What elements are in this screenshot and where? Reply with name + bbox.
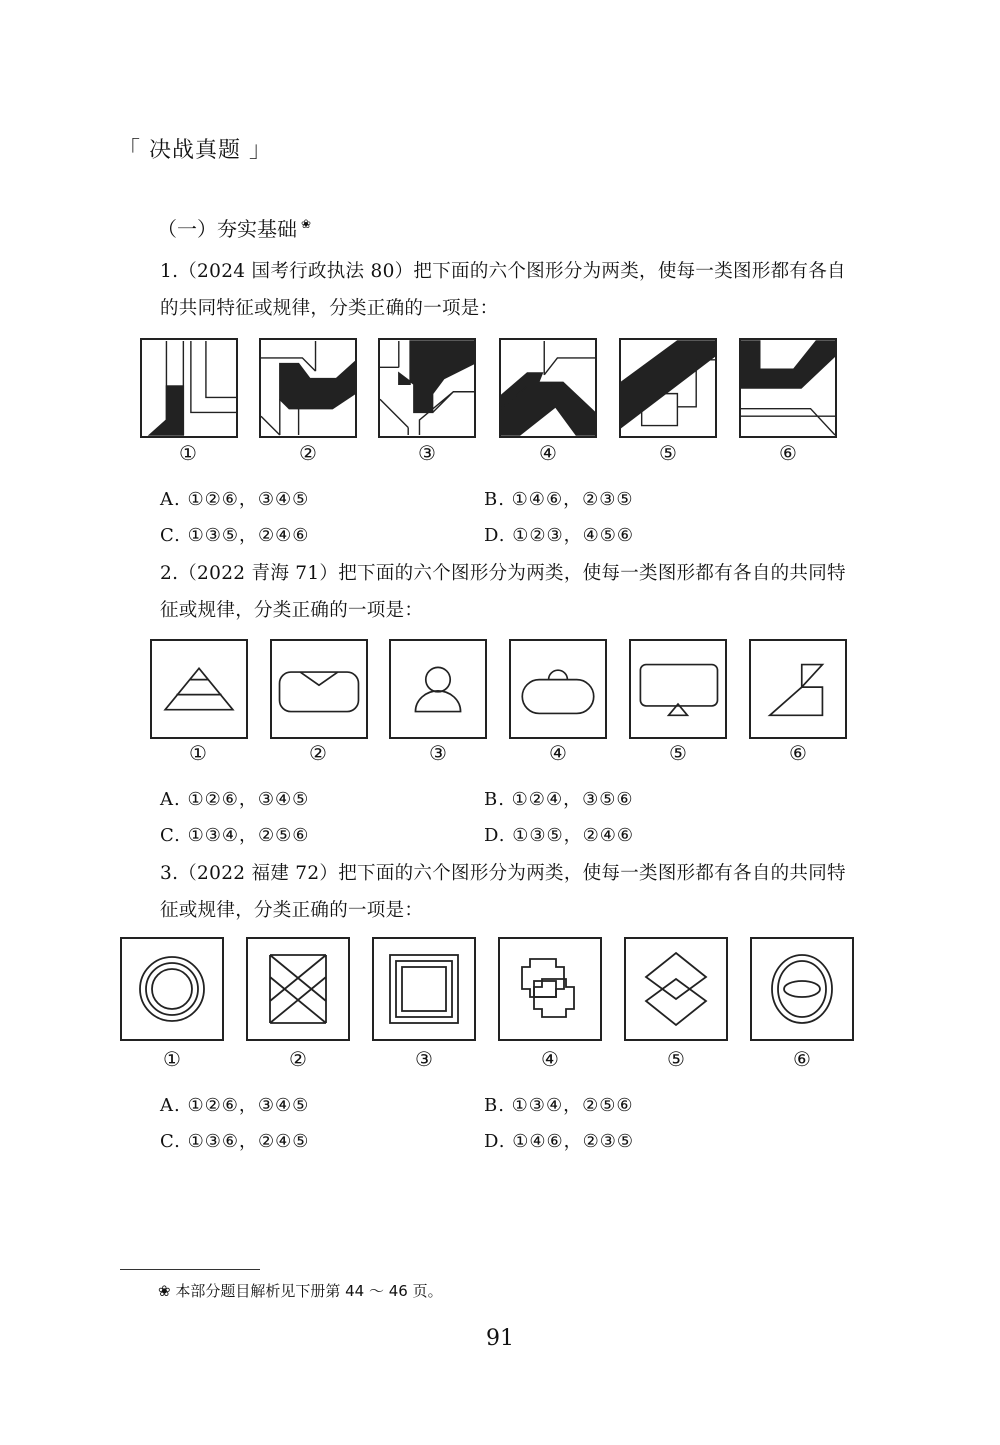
q3-label-6: ⑥: [793, 1047, 811, 1071]
q2-figure-1: [150, 639, 248, 739]
q2-label-5: ⑤: [669, 741, 687, 765]
question-2-text: 2.（2022 青海 71）把下面的六个图形分为两类，使每一类图形都有各自的共同特征或规律，分类正确的一项是：: [160, 563, 846, 621]
q2-option-b[interactable]: B. ①②④，③⑤⑥: [484, 789, 634, 810]
q3-figure-1: [120, 937, 224, 1041]
q1-figure-4: [499, 338, 597, 438]
subsection-title-text: （一）夯实基础: [157, 217, 297, 241]
q2-option-c[interactable]: C. ①③④，②⑤⑥: [160, 825, 310, 846]
q3-label-1: ①: [163, 1047, 181, 1071]
q3-figure-3: [372, 937, 476, 1041]
question-3-text: 3.（2022 福建 72）把下面的六个图形分为两类，使每一类图形都有各自的共同特征或规律，分类正确的一项是：: [160, 863, 846, 921]
question-1-text: 1.（2024 国考行政执法 80）把下面的六个图形分为两类，使每一类图形都有各自的共同特征或规律，分类正确的一项是：: [160, 261, 846, 319]
q2-label-6: ⑥: [789, 741, 807, 765]
q1-label-1: ①: [179, 441, 197, 465]
q3-label-3: ③: [415, 1047, 433, 1071]
q1-figure-5: [619, 338, 717, 438]
footnote-divider: [120, 1269, 260, 1270]
q3-figure-2: [246, 937, 350, 1041]
q1-label-3: ③: [418, 441, 436, 465]
q2-label-3: ③: [429, 741, 447, 765]
q2-figure-6: [749, 639, 847, 739]
q3-option-d[interactable]: D. ①④⑥，②③⑤: [484, 1131, 635, 1152]
q3-option-a[interactable]: A. ①②⑥，③④⑤: [160, 1095, 310, 1116]
q3-figure-4: [498, 937, 602, 1041]
q1-figure-2: [259, 338, 357, 438]
q2-figure-4: [509, 639, 607, 739]
q2-label-4: ④: [549, 741, 567, 765]
q1-option-d[interactable]: D. ①②③，④⑤⑥: [484, 525, 635, 546]
q1-label-6: ⑥: [779, 441, 797, 465]
q2-label-1: ①: [189, 741, 207, 765]
q2-option-d[interactable]: D. ①③⑤，②④⑥: [484, 825, 635, 846]
q3-figure-6: [750, 937, 854, 1041]
footnote: ❀ 本部分题目解析见下册第 44 ～ 46 页。: [158, 1282, 443, 1300]
q1-label-5: ⑤: [659, 441, 677, 465]
section-title: 「 决战真题 」: [118, 138, 272, 163]
subsection-title: [157, 213, 311, 242]
q1-option-c[interactable]: C. ①③⑤，②④⑥: [160, 525, 310, 546]
q1-option-b[interactable]: B. ①④⑥，②③⑤: [484, 489, 634, 510]
q2-figure-5: [629, 639, 727, 739]
page-number: 91: [486, 1326, 514, 1351]
q3-figure-5: [624, 937, 728, 1041]
q1-label-2: ②: [299, 441, 317, 465]
q3-option-c[interactable]: C. ①③⑥，②④⑤: [160, 1131, 310, 1152]
q2-label-2: ②: [309, 741, 327, 765]
q3-label-2: ②: [289, 1047, 307, 1071]
q2-figure-2: [270, 639, 368, 739]
q3-label-5: ⑤: [667, 1047, 685, 1071]
q1-figure-6: [739, 338, 837, 438]
footnote-mark: ❀: [301, 217, 312, 232]
q3-option-b[interactable]: B. ①③④，②⑤⑥: [484, 1095, 634, 1116]
q1-label-4: ④: [539, 441, 557, 465]
q1-figure-3: [378, 338, 476, 438]
q2-figure-3: [389, 639, 487, 739]
q1-option-a[interactable]: A. ①②⑥，③④⑤: [160, 489, 310, 510]
q3-label-4: ④: [541, 1047, 559, 1071]
q1-figure-1: [140, 338, 238, 438]
q2-option-a[interactable]: A. ①②⑥，③④⑤: [160, 789, 310, 810]
